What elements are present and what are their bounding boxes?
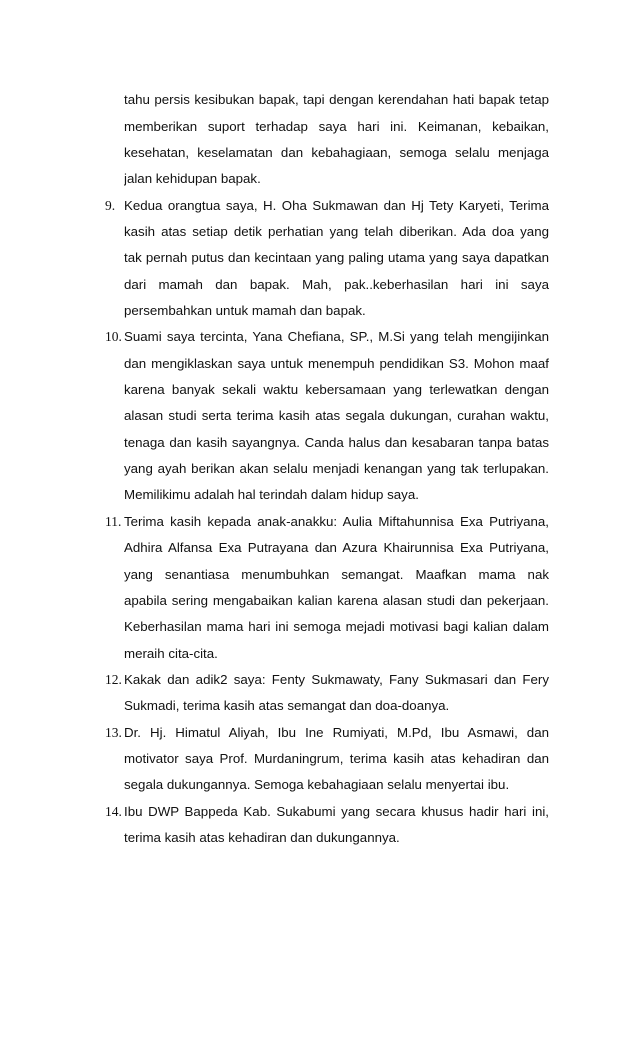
text-line: kesehatan, keselamatan dan kebahagiaan, semoga selalu menjaga bbox=[124, 145, 549, 160]
list-number: 9. bbox=[105, 198, 116, 213]
text-line: jalan kehidupan bapak. bbox=[124, 171, 261, 186]
text-line: Kedua orangtua saya, H. Oha Sukmawan dan Hj Tety Karyeti, Terima bbox=[124, 198, 549, 213]
text-line: yang senantiasa menumbuhkan semangat. Maafkan mama nak bbox=[124, 567, 549, 582]
text-line: terima kasih atas kehadiran dan dukungannya. bbox=[124, 830, 400, 845]
list-number: 13. bbox=[105, 725, 122, 740]
text-line: Ibu DWP Bappeda Kab. Sukabumi yang secara khusus hadir hari ini, bbox=[124, 804, 549, 819]
text-line: Sukmadi, terima kasih atas semangat dan doa-doanya. bbox=[124, 698, 450, 713]
text-line: meraih cita-cita. bbox=[124, 646, 218, 661]
text-line: memberikan suport terhadap saya hari ini. Keimanan, kebaikan, bbox=[124, 119, 549, 134]
text-line: dan mengiklaskan saya untuk menempuh pendidikan S3. Mohon maaf bbox=[124, 356, 549, 371]
text-line: Kakak dan adik2 saya: Fenty Sukmawaty, Fany Sukmasari dan Fery bbox=[124, 672, 549, 687]
text-line: karena banyak sekali waktu kebersamaan yang terlewatkan dengan bbox=[124, 382, 549, 397]
text-line: motivator saya Prof. Murdaningrum, terima kasih atas kehadiran dan bbox=[124, 751, 549, 766]
text-line: kasih atas setiap detik perhatian yang telah diberikan. Ada doa yang bbox=[124, 224, 549, 239]
text-line: yang ayah berikan akan selalu menjadi kenangan yang tak terlupakan. bbox=[124, 461, 549, 476]
text-line: Adhira Alfansa Exa Putrayana dan Azura Khairunnisa Exa Putriyana, bbox=[124, 540, 549, 555]
list-number: 10. bbox=[105, 329, 122, 344]
text-line: Memilikimu adalah hal terindah dalam hidup saya. bbox=[124, 487, 419, 502]
text-line: tenaga dan kasih sayangnya. Canda halus dan kesabaran tanpa batas bbox=[124, 435, 549, 450]
text-line: tahu persis kesibukan bapak, tapi dengan kerendahan hati bapak tetap bbox=[124, 92, 549, 107]
list-number: 11. bbox=[105, 514, 122, 529]
list-number: 12. bbox=[105, 672, 122, 687]
text-line: Keberhasilan mama hari ini semoga mejadi motivasi bagi kalian dalam bbox=[124, 619, 549, 634]
text-line: Terima kasih kepada anak-anakku: Aulia Miftahunnisa Exa Putriyana, bbox=[124, 514, 549, 529]
text-line: Dr. Hj. Himatul Aliyah, Ibu Ine Rumiyati, M.Pd, Ibu Asmawi, dan bbox=[124, 725, 549, 740]
text-line: alasan studi serta terima kasih atas segala dukungan, curahan waktu, bbox=[124, 408, 549, 423]
text-line: persembahkan untuk mamah dan bapak. bbox=[124, 303, 366, 318]
text-line: dari mamah dan bapak. Mah, pak..keberhasilan hari ini saya bbox=[124, 277, 549, 292]
text-line: tak pernah putus dan kecintaan yang paling utama yang saya dapatkan bbox=[124, 250, 549, 265]
text-line: Suami saya tercinta, Yana Chefiana, SP., M.Si yang telah mengijinkan bbox=[124, 329, 549, 344]
list-number: 14. bbox=[105, 804, 122, 819]
text-line: segala dukungannya. Semoga kebahagiaan selalu menyertai ibu. bbox=[124, 777, 510, 792]
text-line: apabila sering mengabaikan kalian karena alasan studi dan pekerjaan. bbox=[124, 593, 549, 608]
